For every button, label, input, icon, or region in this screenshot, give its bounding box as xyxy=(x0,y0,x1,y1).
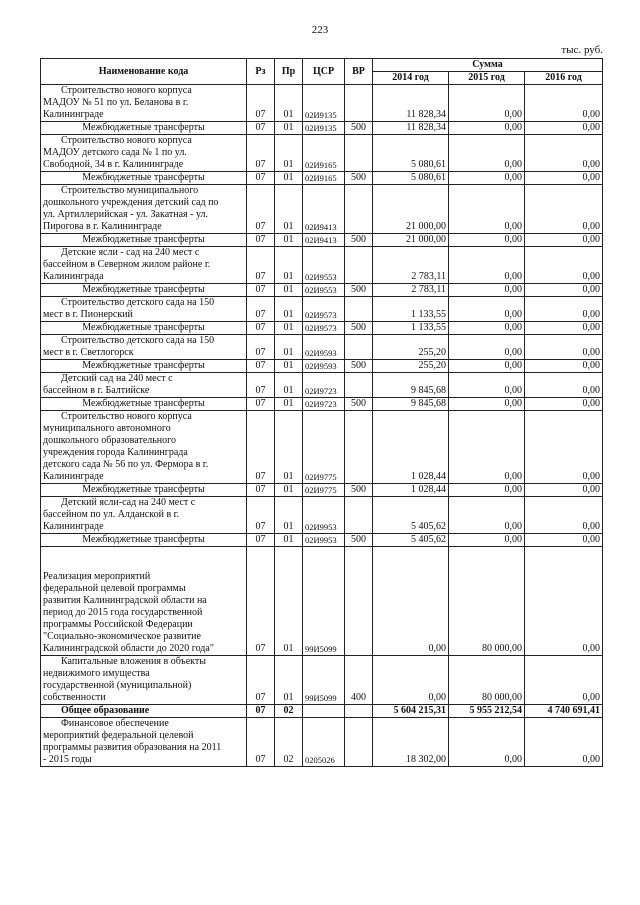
row-value-2015: 0,00 xyxy=(449,322,525,335)
row-rz: 07 xyxy=(247,185,275,234)
row-value-2014: 18 302,00 xyxy=(373,718,449,767)
row-name-line: Межбюджетные трансферты xyxy=(82,284,205,295)
row-rz: 07 xyxy=(247,705,275,718)
row-csr: 99И5099 xyxy=(303,656,345,705)
row-pr: 01 xyxy=(275,360,303,373)
row-name-line: - 2015 годы xyxy=(43,754,92,765)
row-value-2014: 0,00 xyxy=(373,656,449,705)
row-csr: 02И9553 xyxy=(303,284,345,297)
row-name-line: Межбюджетные трансферты xyxy=(82,172,205,183)
row-vr xyxy=(345,297,373,322)
row-name-line: Общее образование xyxy=(61,705,150,716)
row-value-2015: 80 000,00 xyxy=(449,547,525,656)
row-name-line: бассейном в Северном жилом районе г. xyxy=(43,259,211,270)
table-row xyxy=(41,297,603,322)
row-value-2014: 2 783,11 xyxy=(373,284,449,297)
row-csr: 02И9573 xyxy=(303,297,345,322)
row-name-line: Капитальные вложения в объекты xyxy=(61,656,206,667)
row-name xyxy=(41,247,247,284)
row-vr xyxy=(345,135,373,172)
row-name-line: развития Калининградской области на xyxy=(43,595,207,606)
row-name-line: Строительство детского сада на 150 xyxy=(61,335,215,346)
table-row xyxy=(41,234,603,247)
row-name-line: мероприятий федеральной целевой xyxy=(43,730,194,741)
row-csr: 02И9775 xyxy=(303,411,345,484)
row-pr: 01 xyxy=(275,398,303,411)
row-value-2015: 0,00 xyxy=(449,411,525,484)
row-value-2014: 1 133,55 xyxy=(373,297,449,322)
row-value-2015: 0,00 xyxy=(449,497,525,534)
row-name-line: Пирогова в г. Калининграде xyxy=(43,221,162,232)
row-value-2015: 0,00 xyxy=(449,284,525,297)
table-row xyxy=(41,360,603,373)
row-csr: 02И9775 xyxy=(303,484,345,497)
row-csr: 02И9593 xyxy=(303,360,345,373)
table-row xyxy=(41,705,603,718)
row-value-2016: 0,00 xyxy=(525,284,603,297)
row-value-2015: 0,00 xyxy=(449,247,525,284)
row-pr: 01 xyxy=(275,284,303,297)
header-2014: 2014 год xyxy=(373,72,449,85)
row-rz: 07 xyxy=(247,172,275,185)
row-name-line: период до 2015 года государственной xyxy=(43,607,203,618)
row-csr: 02И9723 xyxy=(303,398,345,411)
row-rz: 07 xyxy=(247,497,275,534)
row-name-line: бассейном в г. Балтийске xyxy=(43,385,150,396)
row-value-2016: 0,00 xyxy=(525,135,603,172)
row-value-2016: 0,00 xyxy=(525,85,603,122)
row-value-2014: 2 783,11 xyxy=(373,247,449,284)
row-name-line: МАДОУ № 51 по ул. Беланова в г. xyxy=(43,97,189,108)
row-vr: 500 xyxy=(345,534,373,547)
row-name xyxy=(41,484,247,497)
row-name-line: Детский ясли-сад на 240 мест с xyxy=(61,497,196,508)
row-name xyxy=(41,656,247,705)
row-csr: 02И9953 xyxy=(303,534,345,547)
row-vr: 500 xyxy=(345,172,373,185)
row-name xyxy=(41,411,247,484)
row-value-2016: 0,00 xyxy=(525,547,603,656)
row-pr: 01 xyxy=(275,534,303,547)
table-body xyxy=(41,85,603,767)
table-row xyxy=(41,172,603,185)
row-pr: 01 xyxy=(275,122,303,135)
table-row xyxy=(41,247,603,284)
row-rz: 07 xyxy=(247,398,275,411)
row-name-line xyxy=(43,547,244,571)
row-csr: 02И9135 xyxy=(303,85,345,122)
row-pr: 01 xyxy=(275,497,303,534)
row-pr: 01 xyxy=(275,85,303,122)
table-row xyxy=(41,373,603,398)
row-value-2015: 0,00 xyxy=(449,85,525,122)
row-vr xyxy=(345,705,373,718)
row-vr xyxy=(345,247,373,284)
header-2016: 2016 год xyxy=(525,72,603,85)
row-name-line: Межбюджетные трансферты xyxy=(82,122,205,133)
row-rz: 07 xyxy=(247,484,275,497)
row-name-line: Строительство детского сада на 150 xyxy=(61,297,215,308)
row-name-line: дошкольного учреждения детский сад по xyxy=(43,197,219,208)
row-csr: 99И5099 xyxy=(303,547,345,656)
row-name-line: Калининграде xyxy=(43,109,104,120)
row-vr: 500 xyxy=(345,284,373,297)
row-rz: 07 xyxy=(247,373,275,398)
row-value-2016: 0,00 xyxy=(525,411,603,484)
row-rz: 07 xyxy=(247,135,275,172)
row-name-line: муниципального автономного xyxy=(43,423,171,434)
row-csr: 02И9413 xyxy=(303,185,345,234)
row-value-2015: 0,00 xyxy=(449,335,525,360)
row-rz: 07 xyxy=(247,122,275,135)
row-value-2015: 0,00 xyxy=(449,534,525,547)
row-rz: 07 xyxy=(247,718,275,767)
row-rz: 07 xyxy=(247,234,275,247)
row-name xyxy=(41,234,247,247)
row-value-2014: 9 845,68 xyxy=(373,373,449,398)
row-value-2015: 5 955 212,54 xyxy=(449,705,525,718)
row-name xyxy=(41,360,247,373)
row-name-line: Финансовое обеспечение xyxy=(61,718,169,729)
row-value-2014: 1 133,55 xyxy=(373,322,449,335)
row-value-2016: 0,00 xyxy=(525,497,603,534)
header-rz: Рз xyxy=(247,59,275,85)
row-value-2015: 0,00 xyxy=(449,398,525,411)
table-row xyxy=(41,497,603,534)
row-value-2016: 0,00 xyxy=(525,122,603,135)
row-value-2016: 0,00 xyxy=(525,247,603,284)
row-csr xyxy=(303,705,345,718)
header-pr: Пр xyxy=(275,59,303,85)
row-pr: 01 xyxy=(275,135,303,172)
row-pr: 01 xyxy=(275,297,303,322)
row-name xyxy=(41,547,247,656)
row-value-2015: 0,00 xyxy=(449,297,525,322)
row-vr xyxy=(345,497,373,534)
row-pr: 01 xyxy=(275,335,303,360)
row-name-line: Межбюджетные трансферты xyxy=(82,322,205,333)
row-vr xyxy=(345,85,373,122)
row-value-2015: 0,00 xyxy=(449,172,525,185)
row-name-line: дошкольного образовательного xyxy=(43,435,177,446)
row-name xyxy=(41,718,247,767)
row-value-2014: 1 028,44 xyxy=(373,484,449,497)
table-row xyxy=(41,284,603,297)
row-value-2014: 5 604 215,31 xyxy=(373,705,449,718)
row-name xyxy=(41,705,247,718)
row-csr: 02И9165 xyxy=(303,172,345,185)
row-name-line: Строительство нового корпуса xyxy=(61,135,192,146)
row-rz: 07 xyxy=(247,297,275,322)
row-pr: 01 xyxy=(275,172,303,185)
row-value-2015: 0,00 xyxy=(449,484,525,497)
row-name-line: Межбюджетные трансферты xyxy=(82,398,205,409)
row-rz: 07 xyxy=(247,247,275,284)
row-name xyxy=(41,122,247,135)
row-rz: 07 xyxy=(247,322,275,335)
row-name-line: собственности xyxy=(43,692,106,703)
row-value-2014: 1 028,44 xyxy=(373,411,449,484)
table-row xyxy=(41,484,603,497)
row-csr: 02И9593 xyxy=(303,335,345,360)
row-value-2016: 0,00 xyxy=(525,335,603,360)
row-name-line: Детские ясли - сад на 240 мест с xyxy=(61,247,200,258)
row-name-line: "Социально-экономическое развитие xyxy=(43,631,201,642)
row-value-2015: 0,00 xyxy=(449,135,525,172)
row-vr xyxy=(345,718,373,767)
row-name-line: Калининградской области до 2020 года" xyxy=(43,643,214,654)
row-name-line: программы развития образования на 2011 xyxy=(43,742,222,753)
row-pr: 01 xyxy=(275,373,303,398)
row-name xyxy=(41,172,247,185)
row-name-line: государственной (муниципальной) xyxy=(43,680,192,691)
row-name-line: мест в г. Пионерский xyxy=(43,309,133,320)
units-label: тыс. руб. xyxy=(561,44,603,56)
row-vr xyxy=(345,411,373,484)
row-csr: 02И9135 xyxy=(303,122,345,135)
row-value-2014: 5 405,62 xyxy=(373,497,449,534)
row-pr: 01 xyxy=(275,484,303,497)
row-value-2014: 21 000,00 xyxy=(373,185,449,234)
row-value-2015: 0,00 xyxy=(449,122,525,135)
row-value-2014: 5 080,61 xyxy=(373,172,449,185)
row-name xyxy=(41,297,247,322)
row-pr: 02 xyxy=(275,705,303,718)
row-name-line: Калининграда xyxy=(43,271,104,282)
row-name xyxy=(41,322,247,335)
row-name-line: мест в г. Светлогорск xyxy=(43,347,134,358)
row-rz: 07 xyxy=(247,85,275,122)
row-value-2016: 0,00 xyxy=(525,297,603,322)
row-name-line: Межбюджетные трансферты xyxy=(82,484,205,495)
row-value-2014: 11 828,34 xyxy=(373,122,449,135)
row-vr xyxy=(345,373,373,398)
header-vr: ВР xyxy=(345,59,373,85)
row-rz: 07 xyxy=(247,547,275,656)
row-name-line: Межбюджетные трансферты xyxy=(82,360,205,371)
row-pr: 01 xyxy=(275,234,303,247)
row-name-line: ул. Артиллерийская - ул. Закатная - ул. xyxy=(43,209,209,220)
row-value-2016: 0,00 xyxy=(525,234,603,247)
header-csr: ЦСР xyxy=(303,59,345,85)
row-value-2014: 5 080,61 xyxy=(373,135,449,172)
row-value-2016: 0,00 xyxy=(525,534,603,547)
row-value-2014: 255,20 xyxy=(373,360,449,373)
row-value-2016: 0,00 xyxy=(525,322,603,335)
table-row xyxy=(41,135,603,172)
row-name-line: Реализация мероприятий xyxy=(43,571,151,582)
row-pr: 01 xyxy=(275,185,303,234)
row-vr: 500 xyxy=(345,234,373,247)
row-vr: 500 xyxy=(345,398,373,411)
row-rz: 07 xyxy=(247,335,275,360)
row-name-line: программы Российской Федерации xyxy=(43,619,193,630)
row-vr: 500 xyxy=(345,322,373,335)
row-name-line: федеральной целевой программы xyxy=(43,583,186,594)
header-2015: 2015 год xyxy=(449,72,525,85)
row-value-2014: 255,20 xyxy=(373,335,449,360)
row-name xyxy=(41,373,247,398)
row-value-2016: 0,00 xyxy=(525,373,603,398)
row-name-line: МАДОУ детского сада № 1 по ул. xyxy=(43,147,187,158)
row-csr: 02И9573 xyxy=(303,322,345,335)
row-name xyxy=(41,284,247,297)
row-value-2015: 0,00 xyxy=(449,234,525,247)
row-vr: 500 xyxy=(345,122,373,135)
table-row xyxy=(41,85,603,122)
row-value-2014: 9 845,68 xyxy=(373,398,449,411)
row-vr xyxy=(345,335,373,360)
row-csr: 02И9723 xyxy=(303,373,345,398)
row-name-line: учреждения города Калининграда xyxy=(43,447,188,458)
table-row xyxy=(41,411,603,484)
row-name xyxy=(41,398,247,411)
row-name-line: Строительство муниципального xyxy=(61,185,199,196)
row-csr: 0205026 xyxy=(303,718,345,767)
row-vr: 500 xyxy=(345,360,373,373)
table-row xyxy=(41,122,603,135)
row-pr: 01 xyxy=(275,547,303,656)
table-row xyxy=(41,547,603,656)
row-pr: 01 xyxy=(275,656,303,705)
row-name xyxy=(41,497,247,534)
row-rz: 07 xyxy=(247,411,275,484)
row-value-2016: 0,00 xyxy=(525,398,603,411)
row-csr: 02И9553 xyxy=(303,247,345,284)
row-csr: 02И9413 xyxy=(303,234,345,247)
header-name: Наименование кода xyxy=(41,59,247,85)
row-value-2014: 21 000,00 xyxy=(373,234,449,247)
row-value-2015: 0,00 xyxy=(449,718,525,767)
row-name xyxy=(41,185,247,234)
row-name-line: Свободной, 34 в г. Калининграде xyxy=(43,159,184,170)
row-csr: 02И9953 xyxy=(303,497,345,534)
row-value-2014: 5 405,62 xyxy=(373,534,449,547)
row-value-2016: 4 740 691,41 xyxy=(525,705,603,718)
row-pr: 01 xyxy=(275,247,303,284)
row-name xyxy=(41,85,247,122)
table-row xyxy=(41,656,603,705)
row-value-2016: 0,00 xyxy=(525,656,603,705)
row-name xyxy=(41,534,247,547)
row-name-line: Строительство нового корпуса xyxy=(61,85,192,96)
row-vr xyxy=(345,185,373,234)
table-row xyxy=(41,322,603,335)
row-vr xyxy=(345,547,373,656)
table-row xyxy=(41,335,603,360)
page-number: 223 xyxy=(311,24,329,36)
row-name-line: Межбюджетные трансферты xyxy=(82,234,205,245)
row-name-line: детского сада № 56 по ул. Фермора в г. xyxy=(43,459,209,470)
row-rz: 07 xyxy=(247,534,275,547)
table-row xyxy=(41,398,603,411)
row-value-2015: 0,00 xyxy=(449,373,525,398)
row-pr: 01 xyxy=(275,411,303,484)
budget-table xyxy=(40,58,603,767)
row-value-2014: 0,00 xyxy=(373,547,449,656)
row-rz: 07 xyxy=(247,284,275,297)
table-row xyxy=(41,185,603,234)
row-vr: 400 xyxy=(345,656,373,705)
row-value-2015: 80 000,00 xyxy=(449,656,525,705)
row-value-2016: 0,00 xyxy=(525,718,603,767)
row-value-2016: 0,00 xyxy=(525,172,603,185)
row-value-2016: 0,00 xyxy=(525,185,603,234)
row-vr: 500 xyxy=(345,484,373,497)
row-name-line: недвижимого имущества xyxy=(43,668,150,679)
row-name-line: Межбюджетные трансферты xyxy=(82,534,205,545)
row-rz: 07 xyxy=(247,360,275,373)
row-value-2015: 0,00 xyxy=(449,185,525,234)
row-name-line: бассейном по ул. Алданской в г. xyxy=(43,509,180,520)
row-name-line: Калининграде xyxy=(43,471,104,482)
row-name xyxy=(41,335,247,360)
row-name xyxy=(41,135,247,172)
row-value-2015: 0,00 xyxy=(449,360,525,373)
header-sum: Сумма xyxy=(373,59,603,72)
row-name-line: Детский сад на 240 мест с xyxy=(61,373,173,384)
row-value-2014: 11 828,34 xyxy=(373,85,449,122)
row-pr: 02 xyxy=(275,718,303,767)
row-csr: 02И9165 xyxy=(303,135,345,172)
row-value-2016: 0,00 xyxy=(525,484,603,497)
row-name-line: Калининграде xyxy=(43,521,104,532)
row-value-2016: 0,00 xyxy=(525,360,603,373)
row-pr: 01 xyxy=(275,322,303,335)
row-name-line: Строительство нового корпуса xyxy=(61,411,192,422)
row-rz: 07 xyxy=(247,656,275,705)
table-row xyxy=(41,718,603,767)
table-row xyxy=(41,534,603,547)
